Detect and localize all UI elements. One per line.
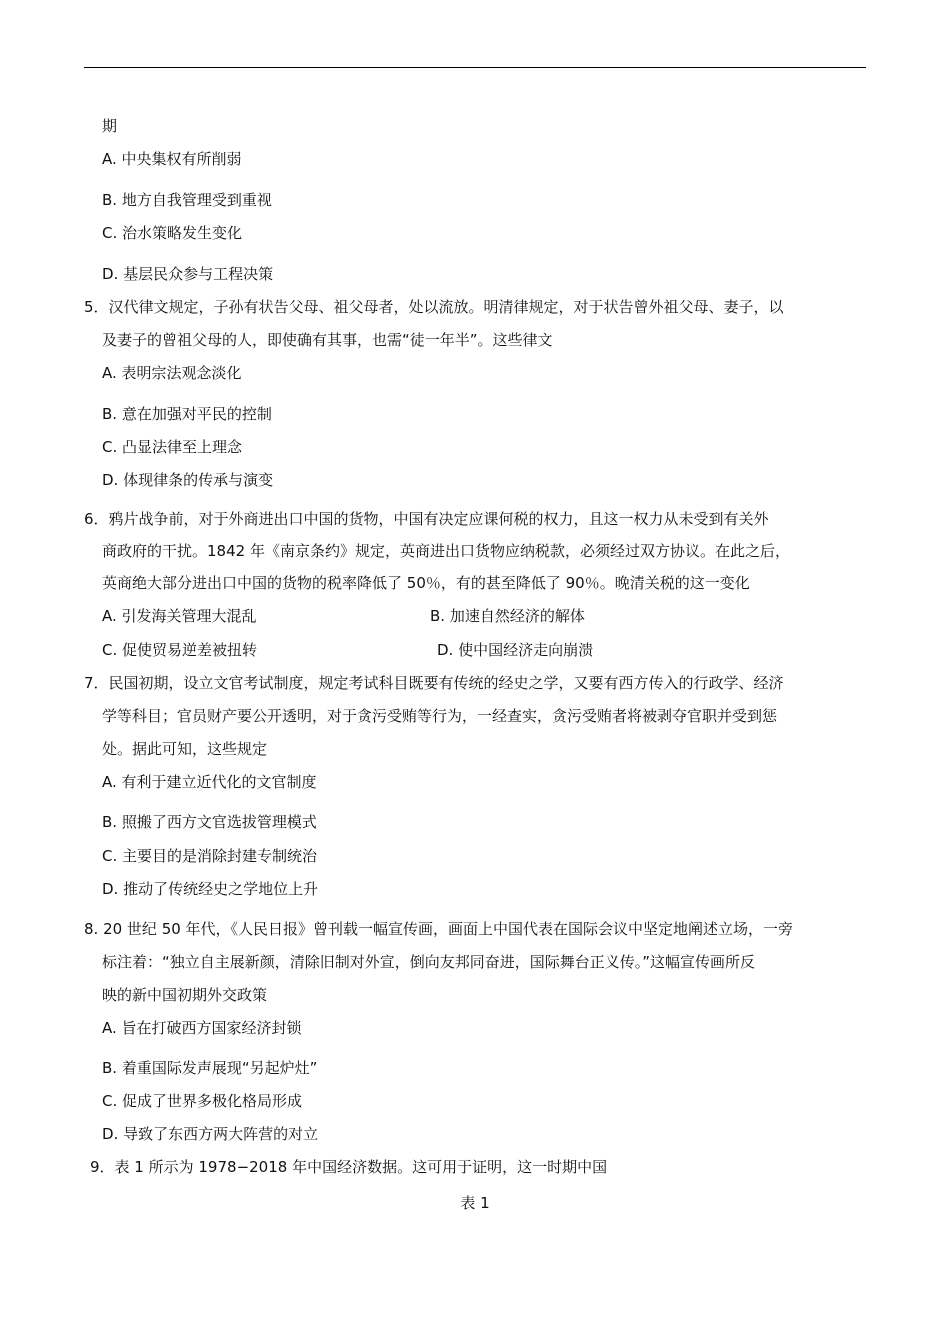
table-caption: 表 1: [460, 1194, 490, 1212]
q7-stem-line-3: 处。据此可知，这些规定: [102, 740, 268, 758]
q9-stem-line-1: 9．表 1 所示为 1978−2018 年中国经济数据。这可用于证明，这一时期中国: [90, 1158, 608, 1176]
q6-option-d: D. 使中国经济走向崩溃: [437, 641, 594, 659]
q8-option-a: A. 旨在打破西方国家经济封锁: [102, 1019, 302, 1037]
q7-option-a: A. 有利于建立近代化的文官制度: [102, 773, 317, 791]
q7-stem-line-1: 7．民国初期，设立文官考试制度，规定考试科目既要有传统的经史之学，又要有西方传入的行政学、经济: [84, 674, 784, 692]
q6-stem-line-2: 商政府的干扰。1842 年《南京条约》规定，英商进出口货物应纳税款，必须经过双方协议。在此之后，: [102, 542, 790, 560]
q4-option-d: D. 基层民众参与工程决策: [102, 265, 274, 283]
q8-option-b: B. 着重国际发声展现“另起炉灶”: [102, 1059, 318, 1077]
q7-stem-line-2: 学等科目；官员财产要公开透明，对于贪污受贿等行为，一经查实，贪污受贿者将被剥夺官职并受到惩: [102, 707, 778, 725]
q8-option-d: D. 导致了东西方两大阵营的对立: [102, 1125, 319, 1143]
q8-option-c: C. 促成了世界多极化格局形成: [102, 1092, 303, 1110]
q6-stem-line-3: 英商绝大部分进出口中国的货物的税率降低了 50％，有的甚至降低了 90％。晚清关税的这一变化: [102, 574, 750, 592]
q7-option-c: C. 主要目的是消除封建专制统治: [102, 847, 318, 865]
q4-option-b: B. 地方自我管理受到重视: [102, 191, 272, 209]
q6-option-b: B. 加速自然经济的解体: [430, 607, 585, 625]
q8-stem-line-2: 标注着：“独立自主展新颜，清除旧制对外宣，倒向友邦同奋进，国际舞台正义传。”这幅宣传画所反: [102, 953, 756, 971]
q4-option-a: A. 中央集权有所削弱: [102, 150, 242, 168]
q8-stem-line-3: 映的新中国初期外交政策: [102, 986, 268, 1004]
header-rule: [84, 67, 866, 68]
q8-stem-line-1: 8. 20 世纪 50 年代，《人民日报》曾刊载一幅宣传画，画面上中国代表在国际会议中坚定地阐述立场，一旁: [84, 920, 794, 938]
q5-option-d: D. 体现律条的传承与演变: [102, 471, 274, 489]
q5-option-b: B. 意在加强对平民的控制: [102, 405, 272, 423]
q7-option-d: D. 推动了传统经史之学地位上升: [102, 880, 319, 898]
q4-stem-tail: 期: [102, 117, 118, 135]
q5-option-c: C. 凸显法律至上理念: [102, 438, 243, 456]
q4-option-c: C. 治水策略发生变化: [102, 224, 243, 242]
q5-stem-line-2: 及妻子的曾祖父母的人，即使确有其事，也需“徒一年半”。这些律文: [102, 331, 553, 349]
q6-option-c: C. 促使贸易逆差被扭转: [102, 641, 258, 659]
q5-option-a: A. 表明宗法观念淡化: [102, 364, 242, 382]
q6-stem-line-1: 6．鸦片战争前，对于外商进出口中国的货物，中国有决定应课何税的权力，且这一权力从未受到有关外: [84, 510, 769, 528]
q6-option-a: A. 引发海关管理大混乱: [102, 607, 257, 625]
q7-option-b: B. 照搬了西方文官选拔管理模式: [102, 813, 317, 831]
q5-stem-line-1: 5．汉代律文规定，子孙有状告父母、祖父母者，处以流放。明清律规定，对于状告曾外祖父母、妻子，以: [84, 298, 784, 316]
